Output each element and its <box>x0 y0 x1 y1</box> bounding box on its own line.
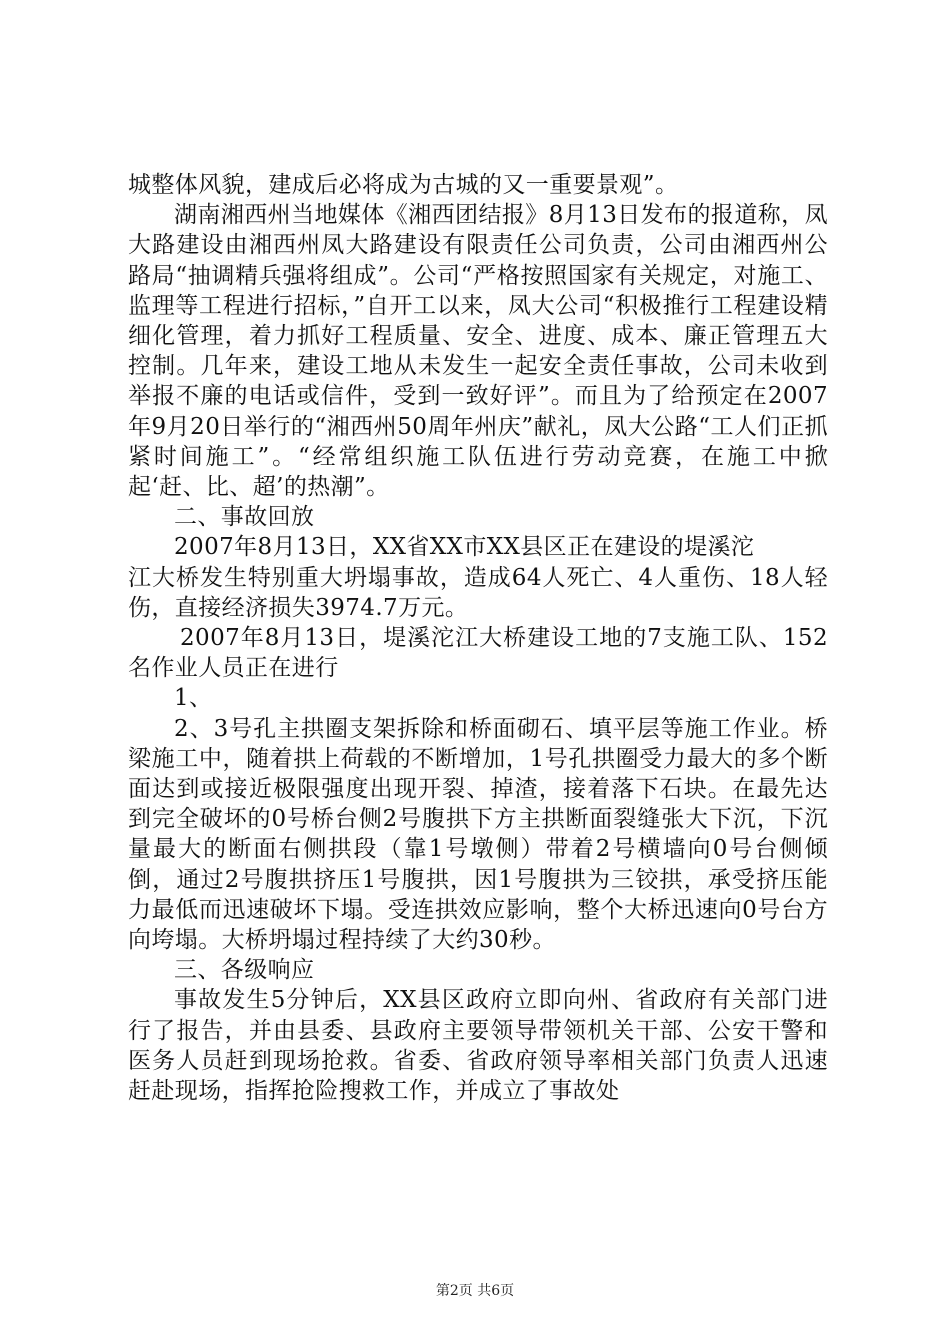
paragraph-work-crews: 2007年8月13日，堤溪沱江大桥建设工地的7支施工队、152名作业人员正在进行 <box>128 625 828 682</box>
paragraph-accident-date: 2007年8月13日，XX省XX市XX县区正在建设的堤溪沱 <box>174 534 755 561</box>
document-body <box>128 170 828 1106</box>
paragraph-item-marker: 1、 <box>174 685 213 712</box>
paragraph-accident-casualties: 江大桥发生特别重大坍塌事故，造成64人死亡、4人重伤、18人轻伤，直接经济损失3974.7万元。 <box>128 564 828 621</box>
paragraph-collapse-process: 2、3号孔主拱圈支架拆除和桥面砌石、填平层等施工作业。桥梁施工中，随着拱上荷载的不断增加，1号孔拱圈受力最大的多个断面达到或接近极限强度出现开裂、掉渣，接着落下石块。在最先达到完全破坏的0号桥台侧2号腹拱下方主拱断面裂缝张大下沉，下沉量最大的断面右侧拱段（靠1号墩侧）带着2号横墙向0号台侧倾倒，通过2号腹拱挤压1号腹拱，因1号腹拱为三铰拱，承受挤压能力最低而迅速破坏下塌。受连拱效应影响，整个大桥迅速向0号台方向垮塌。大桥坍塌过程持续了大约30秒。 <box>128 715 828 954</box>
page-number-footer: 第2页 共6页 <box>435 1283 515 1299</box>
section-heading-accident-replay: 二、事故回放 <box>174 504 315 531</box>
section-heading-response: 三、各级响应 <box>174 957 315 984</box>
paragraph-emergency-response: 事故发生5分钟后，XX县区政府立即向州、省政府有关部门进行了报告，并由县委、县政府主要领导带领机关干部、公安干警和医务人员赶到现场抢救。省委、省政府领导率相关部门负责人迅速赶赴现场，指挥抢险搜救工作，并成立了事故处 <box>128 987 828 1105</box>
paragraph-media-report: 湖南湘西州当地媒体《湘西团结报》8月13日发布的报道称，凤大路建设由湘西州凤大路建设有限责任公司负责，公司由湘西州公路局“抽调精兵强将组成”。公司“严格按照国家有关规定，对施工、监理等工程进行招标，”自开工以来，凤大公司“积极推行工程建设精细化管理，着力抓好工程质量、安全、进度、成本、廉正管理五大控制。几年来，建设工地从未发生一起安全责任事故，公司未收到举报不廉的电话或信件，受到一致好评”。而且为了给预定在2007年9月20日举行的“湘西州50周年州庆”献礼，凤大公路“工人们正抓紧时间施工”。“经常组织施工队伍进行劳动竞赛，在施工中掀起‘赶、比、超’的热潮”。 <box>128 202 828 501</box>
paragraph-continuation: 城整体风貌，建成后必将成为古城的又一重要景观”。 <box>128 172 679 198</box>
